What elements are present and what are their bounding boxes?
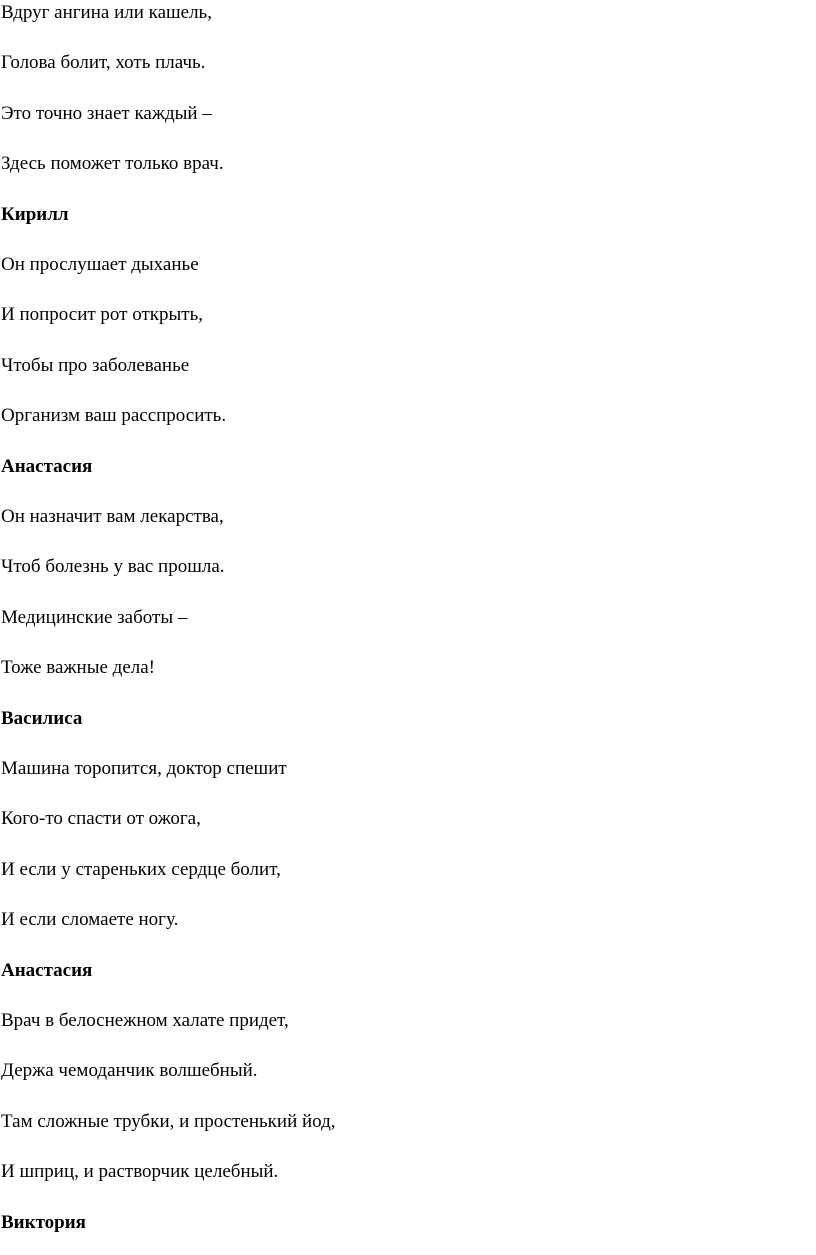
verse-line: И попросит рот открыть,	[1, 304, 204, 326]
speaker-name: Виктория	[1, 1211, 86, 1233]
verse-line: Он назначит вам лекарства,	[1, 506, 224, 527]
verse-line: И если у стареньких сердце болит,	[1, 858, 281, 880]
verse-line: Врач в белоснежном халате придет,	[1, 1010, 289, 1031]
speaker-name: Анастасия	[1, 959, 93, 981]
verse-line: И если сломаете ногу.	[1, 909, 179, 931]
speaker-name: Василиса	[1, 707, 83, 729]
speaker-name: Кирилл	[1, 203, 69, 225]
verse-line: Здесь поможет только врач.	[1, 153, 224, 175]
verse-line: Вдруг ангина или кашель,	[1, 2, 212, 23]
verse-line: Это точно знает каждый –	[1, 102, 212, 124]
verse-line: Машина торопится, доктор спешит	[1, 758, 287, 779]
verse-line: Медицинские заботы –	[1, 606, 188, 628]
verse-line: Чтобы про заболеванье	[1, 354, 190, 376]
verse-line: И шприц, и растворчик целебный.	[1, 1161, 279, 1183]
verse-line: Голова болит, хоть плачь.	[1, 52, 206, 74]
verse-line: Тоже важные дела!	[1, 657, 156, 679]
verse-line: Там сложные трубки, и простенький йод,	[1, 1110, 336, 1132]
speaker-name: Анастасия	[1, 455, 93, 477]
verse-line: Держа чемоданчик волшебный.	[1, 1060, 258, 1082]
verse-line: Чтоб болезнь у вас прошла.	[1, 556, 225, 578]
verse-line: Он прослушает дыханье	[1, 254, 199, 275]
verse-line: Организм ваш расспросить.	[1, 405, 227, 427]
verse-line: Кого-то спасти от ожога,	[1, 808, 201, 830]
